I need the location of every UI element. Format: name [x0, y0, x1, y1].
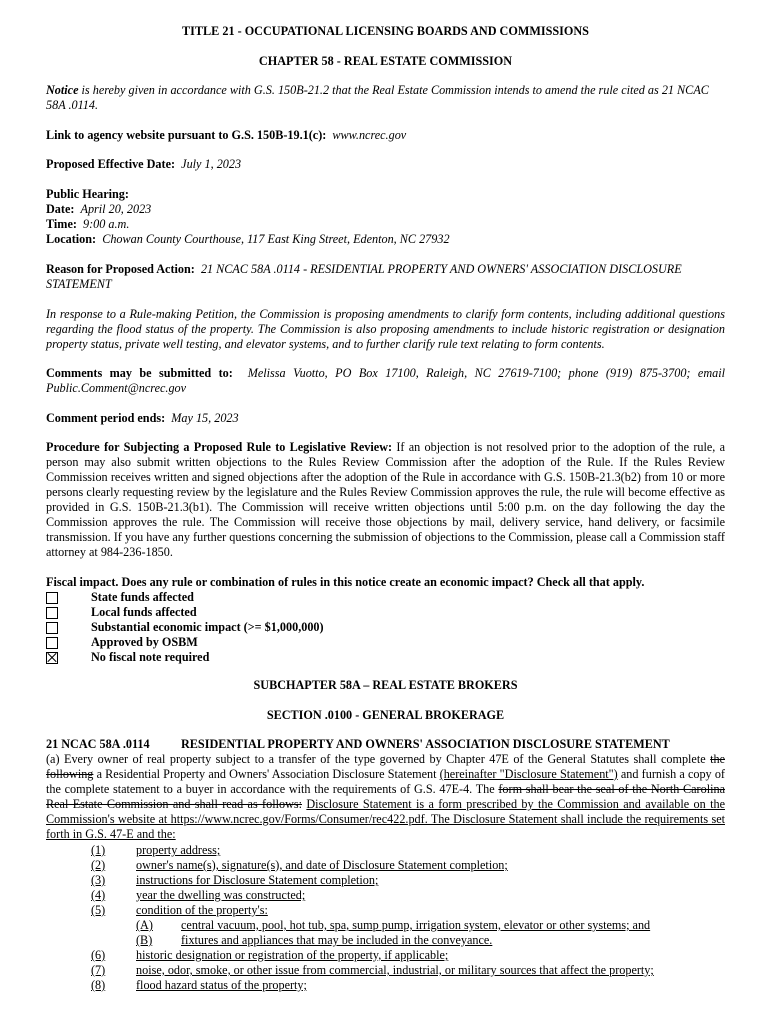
- reason-value: 21 NCAC 58A .0114 - RESIDENTIAL PROPERTY AND OWNERS' ASSOCIATION DISCLOSURE STATEMENT: [46, 262, 682, 291]
- procedure-label: Procedure for Subjecting a Proposed Rule to Legislative Review:: [46, 440, 393, 454]
- public-hearing-block: [46, 187, 725, 247]
- list-item: [46, 978, 725, 993]
- comments-value: Melissa Vuotto, PO Box 17100, Raleigh, NC 27619-7100; phone (919) 875-3700; email Public.Comment@ncrec.gov: [46, 366, 726, 395]
- rule-paragraph-a: [46, 752, 725, 842]
- list-subitem-letter: (A): [136, 918, 153, 932]
- list-item-number: (3): [91, 873, 106, 887]
- fiscal-option-substantial-impact: [46, 620, 725, 635]
- notice-text: is hereby given in accordance with G.S. 150B-21.2 that the Real Estate Commission intends to amend the rule cited as 21 NCAC 58A .0114.: [46, 83, 709, 112]
- comments-line: [46, 366, 725, 396]
- chapter-heading: CHAPTER 58 - REAL ESTATE COMMISSION: [258, 54, 513, 68]
- comment-period-label: Comment period ends:: [46, 411, 166, 425]
- reason-paragraph: In response to a Rule-making Petition, the Commission is proposing amendments to clarify form contents, including additional questions regarding the flood status of the property. The Commission is also proposing amendments to include historic registration or designation property status, private well testing, and elevator systems, and to further clarify rule text relating to form contents.: [46, 307, 725, 351]
- public-hearing-heading: Public Hearing:: [46, 187, 129, 201]
- list-item-number: (1): [91, 843, 106, 857]
- list-subitem: [46, 918, 725, 933]
- fiscal-option-state-funds: [46, 590, 725, 605]
- rule-text: a Residential Property and Owners' Association Disclosure Statement: [93, 767, 440, 781]
- hearing-time-value: 9:00 a.m.: [83, 217, 130, 231]
- comment-period-line: [46, 411, 725, 426]
- list-subitem: [46, 933, 725, 948]
- list-item: [46, 858, 725, 873]
- fiscal-option-label: No fiscal note required: [91, 650, 210, 664]
- list-subitem-text: fixtures and appliances that may be included in the conveyance.: [181, 933, 493, 947]
- agency-link-line: [46, 128, 725, 143]
- rule-title: RESIDENTIAL PROPERTY AND OWNERS' ASSOCIATION DISCLOSURE STATEMENT: [181, 737, 670, 751]
- fiscal-option-osbm: [46, 635, 725, 650]
- rule-text: and furnish a copy of the complete statement to a buyer in accordance with the requirements of G.S. 47E-4. The: [46, 767, 725, 796]
- hearing-date-value: April 20, 2023: [80, 202, 152, 216]
- deleted-text: the following: [46, 752, 725, 781]
- list-item-number: (7): [91, 963, 106, 977]
- fiscal-question: Fiscal impact. Does any rule or combination of rules in this notice create an economic impact? Check all that apply.: [46, 575, 645, 589]
- fiscal-option-label: Approved by OSBM: [91, 635, 198, 649]
- list-item-number: (2): [91, 858, 106, 872]
- list-item-text: instructions for Disclosure Statement completion;: [136, 873, 379, 887]
- list-item: [46, 873, 725, 888]
- list-item: [46, 963, 725, 978]
- list-item: [46, 903, 725, 918]
- checkbox-icon[interactable]: [46, 637, 58, 649]
- inserted-text: (hereinafter "Disclosure Statement"): [439, 767, 618, 781]
- list-item-number: (8): [91, 978, 106, 992]
- hearing-location-label: Location:: [46, 232, 97, 246]
- list-subitem-text: central vacuum, pool, hot tub, spa, sump pump, irrigation system, elevator or other systems; and: [181, 918, 651, 932]
- hearing-time-line: [46, 217, 725, 232]
- list-item-text: noise, odor, smoke, or other issue from commercial, industrial, or military sources that affect the property;: [136, 963, 654, 977]
- list-item-text: historic designation or registration of the property, if applicable;: [136, 948, 449, 962]
- hearing-location-line: [46, 232, 725, 247]
- fiscal-option-label: State funds affected: [91, 590, 194, 604]
- checkbox-icon[interactable]: [46, 607, 58, 619]
- effective-date-line: [46, 157, 725, 172]
- list-item-text: flood hazard status of the property;: [136, 978, 307, 992]
- section-heading: SECTION .0100 - GENERAL BROKERAGE: [266, 708, 505, 722]
- list-item-text: condition of the property's:: [136, 903, 268, 917]
- list-item-text: year the dwelling was constructed;: [136, 888, 306, 902]
- fiscal-option-label: Substantial economic impact (>= $1,000,000): [91, 620, 324, 634]
- reason-line: [46, 262, 725, 292]
- hearing-time-label: Time:: [46, 217, 77, 231]
- hearing-date-line: [46, 202, 725, 217]
- hearing-date-label: Date:: [46, 202, 75, 216]
- rule-number: 21 NCAC 58A .0114: [46, 737, 150, 751]
- effective-date-label: Proposed Effective Date:: [46, 157, 176, 171]
- checkbox-icon[interactable]: [46, 622, 58, 634]
- list-item: [46, 948, 725, 963]
- effective-date-value: July 1, 2023: [181, 157, 242, 171]
- agency-link[interactable]: www.ncrec.gov: [332, 128, 407, 142]
- checkbox-icon[interactable]: [46, 592, 58, 604]
- procedure-paragraph: [46, 440, 725, 560]
- rule-heading: [46, 737, 725, 752]
- fiscal-option-no-fiscal-note: [46, 650, 725, 665]
- deleted-text: form shall bear the seal of the North Carolina Real Estate Commission and shall read as follows:: [46, 782, 725, 811]
- fiscal-option-local-funds: [46, 605, 725, 620]
- list-subitem-letter: (B): [136, 933, 153, 947]
- list-item: [46, 843, 725, 858]
- notice-paragraph: [46, 83, 725, 113]
- list-item-number: (4): [91, 888, 106, 902]
- title-heading: TITLE 21 - OCCUPATIONAL LICENSING BOARDS AND COMMISSIONS: [182, 24, 589, 38]
- list-item-text: property address;: [136, 843, 221, 857]
- procedure-text: If an objection is not resolved prior to the adoption of the rule, a person may also submit written objections to the Rules Review Commission after the adoption of the Rule. If the Rules Review Commission receives written and signed objections after the adoption of the Rule in accordance with G.S. 150B-21.3(b2) from 10 or more persons clearly requesting review by the legislature and the Rules Review Commission approves the rule, the rule will become effective as provided in G.S. 150B-21.3(b1). The Commission will receive written objections until 5:00 p.m. on the day following the day the Commission approves the rule. The Commission will receive those objections by mail, delivery service, hand delivery, or facsimile transmission. If you have any further questions concerning the submission of objections to the Commission, please call a Commission staff attorney at 984-236-1850.: [46, 440, 725, 559]
- fiscal-impact-block: [46, 575, 725, 665]
- agency-link-label: Link to agency website pursuant to G.S. 150B-19.1(c):: [46, 128, 327, 142]
- comments-label: Comments may be submitted to:: [46, 366, 233, 380]
- list-item-number: (6): [91, 948, 106, 962]
- fiscal-option-label: Local funds affected: [91, 605, 197, 619]
- list-item-text: owner's name(s), signature(s), and date of Disclosure Statement completion;: [136, 858, 508, 872]
- subchapter-heading: SUBCHAPTER 58A – REAL ESTATE BROKERS: [253, 678, 518, 692]
- list-item-number: (5): [91, 903, 106, 917]
- hearing-location-value: Chowan County Courthouse, 117 East King Street, Edenton, NC 27932: [102, 232, 450, 246]
- inserted-text: Disclosure Statement is a form prescribed by the Commission and available on the Commission's website at https://www.ncrec.gov/Forms/Consumer/rec422.pdf. The Disclosure Statement shall include the requirements set forth in G.S. 47-E and the:: [46, 797, 725, 841]
- checked-checkbox-icon[interactable]: [46, 652, 58, 664]
- reason-label: Reason for Proposed Action:: [46, 262, 195, 276]
- comment-period-value: May 15, 2023: [171, 411, 239, 425]
- list-item: [46, 888, 725, 903]
- notice-label: Notice: [46, 83, 79, 97]
- rule-text: (a) Every owner of real property subject to a transfer of the type governed by Chapter 47E of the General Statutes shall complete: [46, 752, 711, 766]
